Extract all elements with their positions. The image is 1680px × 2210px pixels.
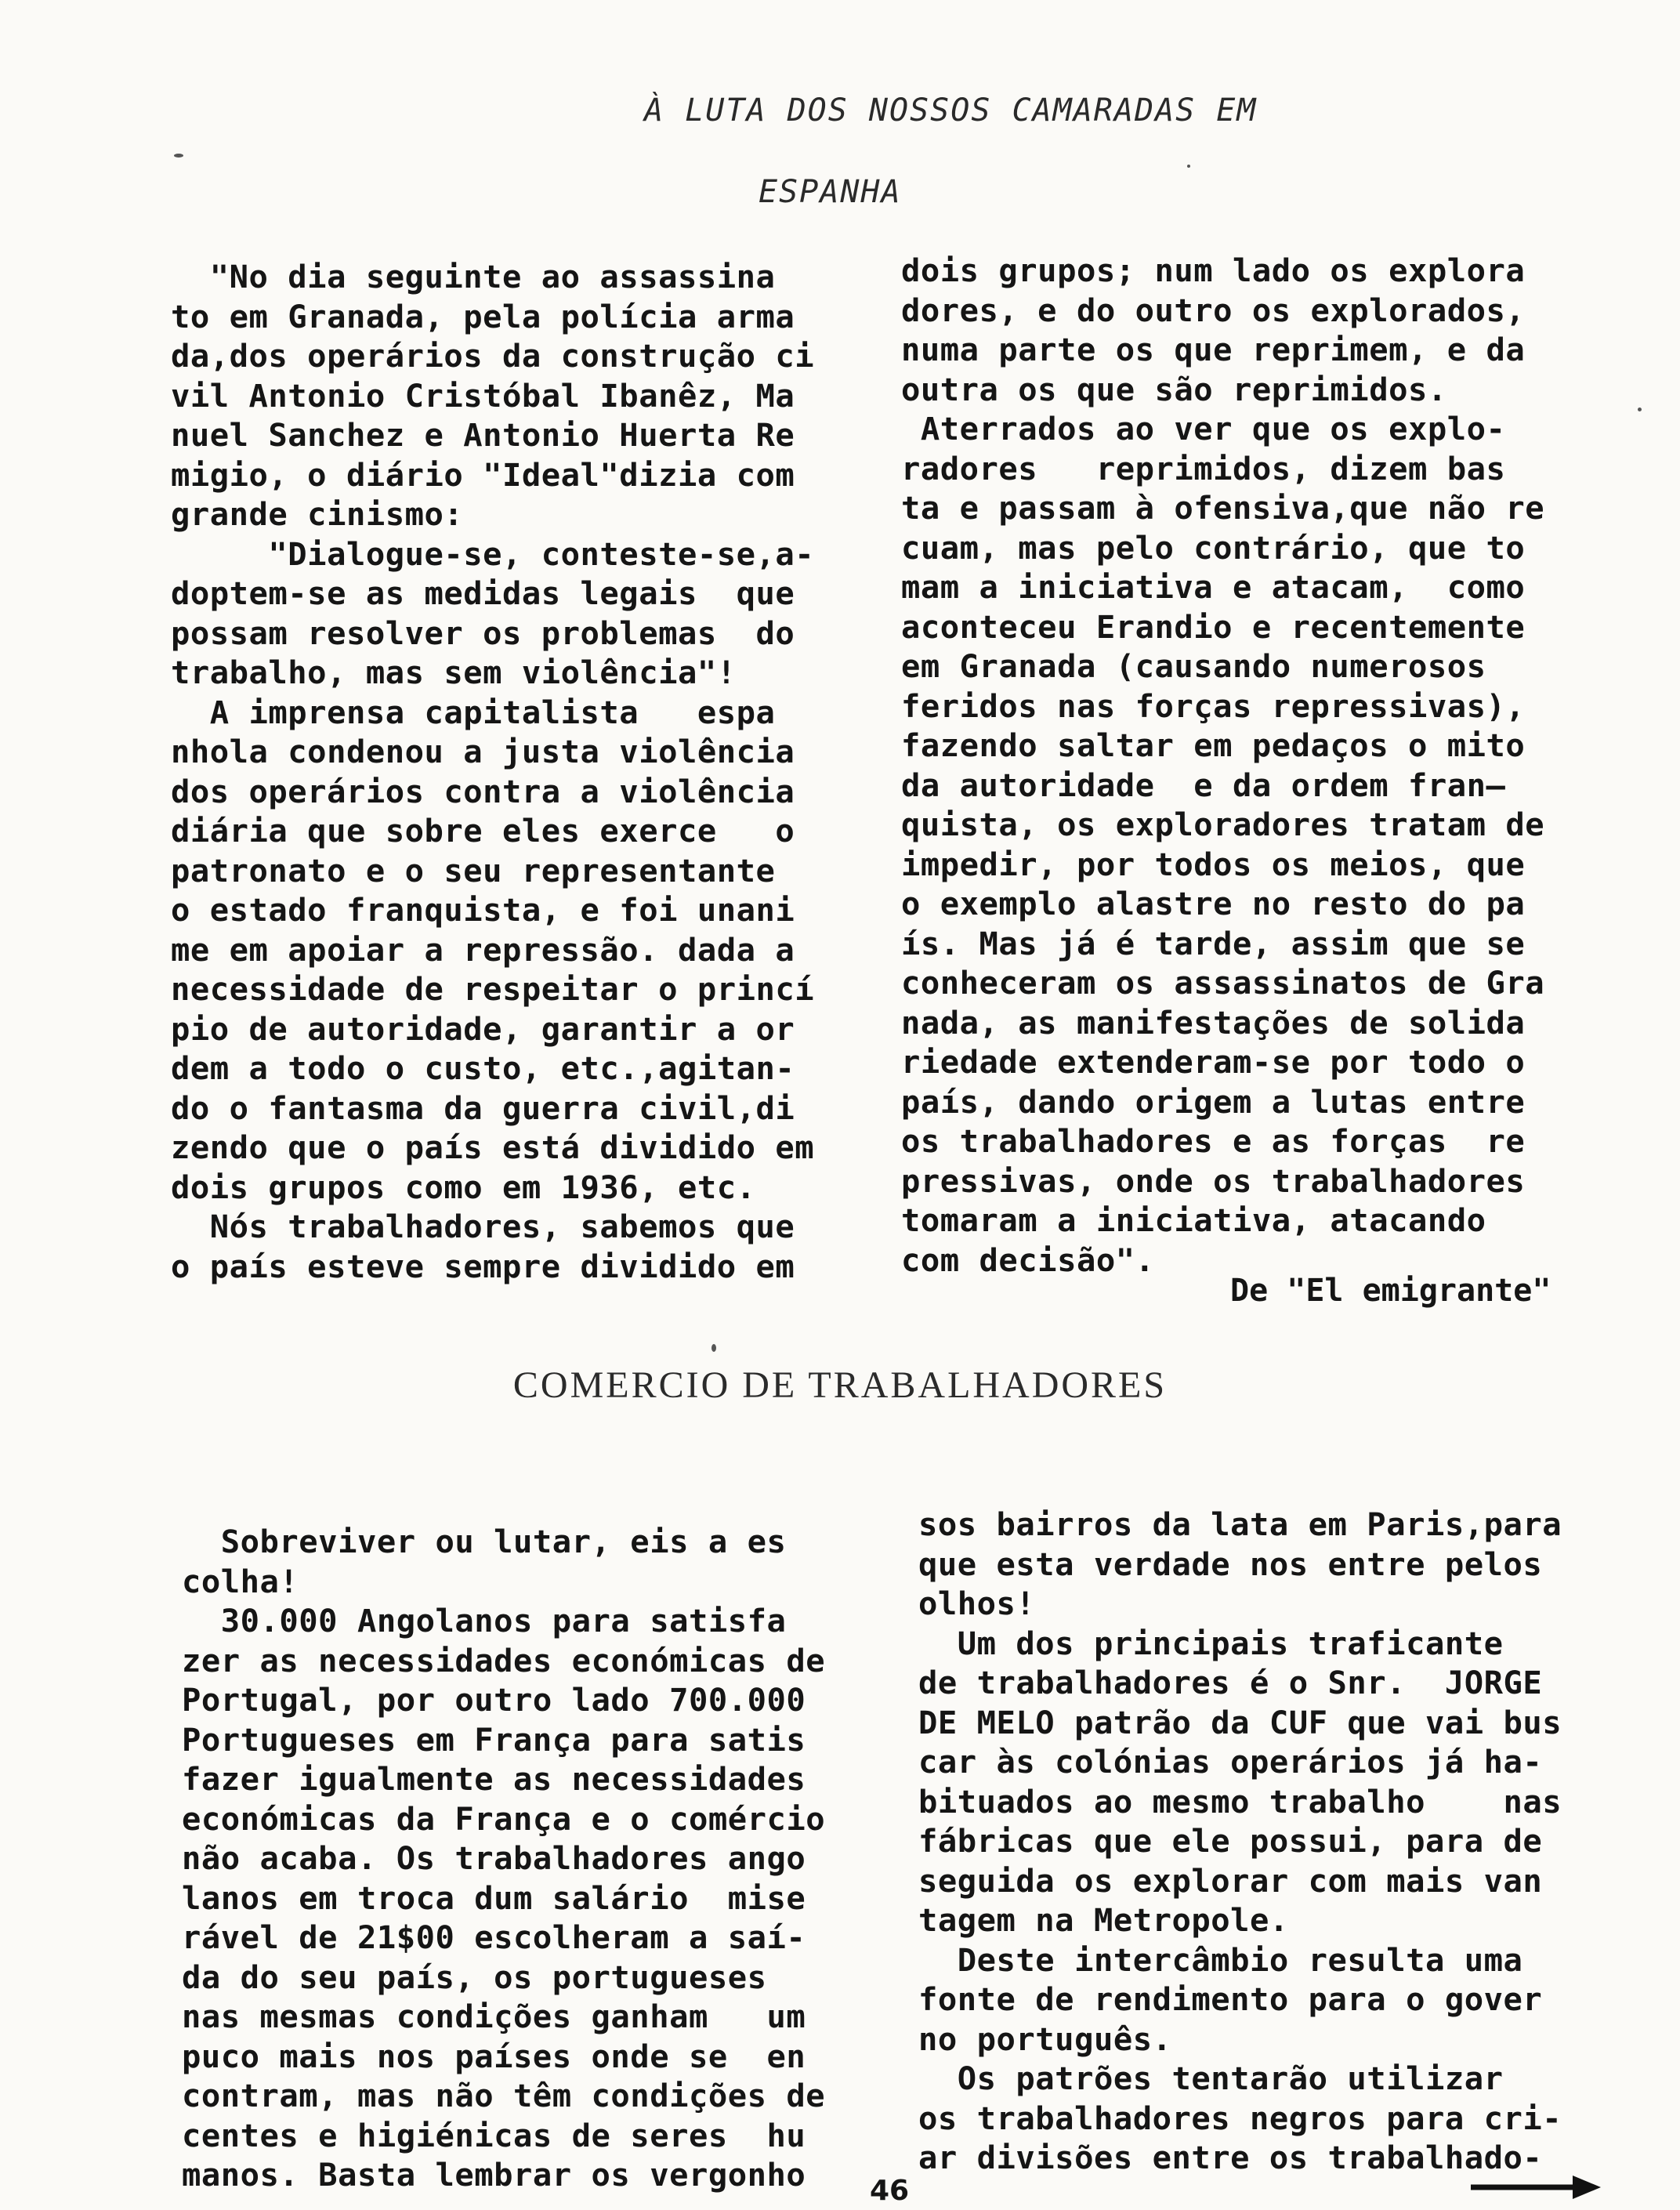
text-line: dos operários contra a violência: [171, 772, 795, 810]
scan-speck: [174, 154, 183, 158]
text-line: no português.: [918, 2020, 1172, 2058]
text-line: DE MELO patrão da CUF que vai bus: [918, 1703, 1562, 1741]
text-line: Um dos principais traficante: [918, 1624, 1504, 1662]
text-line: cuam, mas pelo contrário, que to: [901, 528, 1526, 567]
text-line: riedade extenderam-se por todo o: [901, 1043, 1526, 1081]
text-line: quista, os exploradores tratam de: [901, 806, 1545, 843]
article1-title-line2: ESPANHA: [759, 174, 902, 210]
text-line: o país esteve sempre dividido em: [171, 1247, 795, 1285]
text-line: conheceram os assassinatos de Gra: [901, 964, 1545, 1002]
page-number: 46: [870, 2175, 910, 2207]
article2-right-column: [918, 1505, 1562, 2178]
article1-source: De "El emigrante": [1230, 1273, 1551, 1309]
text-line: "No dia seguinte ao assassina: [171, 258, 776, 295]
text-line: grande cinismo:: [171, 495, 464, 533]
text-line: do o fantasma da guerra civil,di: [171, 1089, 795, 1127]
text-line: nas mesmas condições ganham um: [182, 1998, 806, 2035]
article2-left-column: [182, 1522, 825, 2195]
text-line: rável de 21$00 escolheram a saí-: [182, 1918, 806, 1956]
text-line: A imprensa capitalista espa: [171, 693, 776, 731]
text-line: aconteceu Erandio e recentemente: [901, 607, 1526, 646]
text-line: Aterrados ao ver que os explo-: [901, 410, 1506, 447]
text-line: numa parte os que reprimem, e da: [901, 331, 1526, 368]
text-line: o estado franquista, e foi unani: [171, 891, 795, 929]
text-line: nhola condenou a justa violência: [171, 733, 795, 770]
text-line: pio de autoridade, garantir a or: [171, 1009, 795, 1048]
article1-right-column: [901, 251, 1544, 1280]
text-line: ar divisões entre os trabalhado-: [918, 2139, 1543, 2176]
text-line: tomaram a iniciativa, atacando: [901, 1201, 1486, 1239]
text-line: Nós trabalhadores, sabemos que: [171, 1208, 795, 1245]
text-line: dem a todo o custo, etc.,agitan-: [171, 1049, 795, 1087]
text-line: zer as necessidades económicas de: [182, 1641, 826, 1679]
text-line: seguida os explorar com mais van: [918, 1861, 1543, 1900]
text-line: mam a iniciativa e atacam, como: [901, 568, 1526, 606]
text-line: fábricas que ele possui, para de: [918, 1822, 1543, 1860]
text-line: car às colónias operários já ha-: [918, 1743, 1543, 1781]
text-line: to em Granada, pela polícia arma: [171, 297, 795, 335]
text-line: dois grupos; num lado os explora: [901, 252, 1526, 289]
text-line: olhos!: [918, 1585, 1036, 1622]
article1-left-column: [171, 257, 814, 1286]
text-line: sos bairros da lata em Paris,para: [918, 1505, 1562, 1543]
text-line: lanos em troca dum salário mise: [182, 1878, 806, 1917]
text-line: zendo que o país está dividido em: [171, 1129, 815, 1166]
text-line: tagem na Metropole.: [918, 1901, 1289, 1939]
text-line: patronato e o seu representante: [171, 851, 776, 889]
text-line: Portugueses em França para satis: [182, 1720, 806, 1759]
text-line: dores, e do outro os explorados,: [901, 291, 1526, 329]
text-line: 30.000 Angolanos para satisfa: [182, 1602, 787, 1639]
text-line: económicas da França e o comércio: [182, 1799, 826, 1838]
article2-title: COMERCIO DE TRABALHADORES: [512, 1364, 1168, 1406]
text-line: colha!: [182, 1562, 299, 1600]
text-line: manos. Basta lembrar os vergonho: [182, 2156, 806, 2194]
text-line: feridos nas forças repressivas),: [901, 687, 1526, 725]
text-line: Sobreviver ou lutar, eis a es: [182, 1523, 787, 1560]
text-line: fazer igualmente as necessidades: [182, 1760, 806, 1798]
text-line: nuel Sanchez e Antonio Huerta Re: [171, 416, 795, 454]
text-line: centes e higiénicas de seres hu: [182, 2116, 806, 2154]
text-line: da do seu país, os portugueses: [182, 1958, 767, 1996]
text-line: nada, as manifestações de solida: [901, 1003, 1526, 1042]
article1-title-line1: À LUTA DOS NOSSOS CAMARADAS EM: [644, 92, 1258, 129]
text-line: fonte de rendimento para o gover: [918, 1980, 1543, 2018]
scan-speck: [1187, 165, 1190, 168]
text-line: vil Antonio Cristóbal Ibanêz, Ma: [171, 376, 795, 415]
text-line: pressivas, onde os trabalhadores: [901, 1161, 1526, 1200]
text-line: bituados ao mesmo trabalho nas: [918, 1782, 1562, 1821]
text-line: Portugal, por outro lado 700.000: [182, 1681, 806, 1719]
scan-speck: [711, 1344, 716, 1352]
text-line: necessidade de respeitar o princí: [171, 970, 815, 1008]
text-line: dois grupos como em 1936, etc.: [171, 1168, 756, 1206]
text-line: em Granada (causando numerosos: [901, 647, 1486, 685]
text-line: fazendo saltar em pedaços o mito: [901, 726, 1526, 764]
text-line: país, dando origem a lutas entre: [901, 1082, 1526, 1121]
text-line: Os patrões tentarão utilizar: [918, 2060, 1504, 2097]
text-line: trabalho, mas sem violência"!: [171, 654, 737, 691]
text-line: "Dialogue-se, conteste-se,a-: [171, 534, 815, 573]
text-line: impedir, por todos os meios, que: [901, 845, 1526, 883]
arrow-right-icon: [1469, 2174, 1602, 2201]
text-line: os trabalhadores negros para cri-: [918, 2099, 1562, 2137]
text-line: ta e passam à ofensiva,que não re: [901, 489, 1545, 527]
text-line: possam resolver os problemas do: [171, 614, 795, 652]
text-line: Deste intercâmbio resulta uma: [918, 1940, 1523, 1979]
text-line: que esta verdade nos entre pelos: [918, 1545, 1543, 1583]
text-line: da,dos operários da construção ci: [171, 337, 815, 375]
text-line: outra os que são reprimidos.: [901, 370, 1447, 408]
text-line: puco mais nos países onde se en: [182, 2037, 806, 2075]
text-line: radores reprimidos, dizem bas: [901, 449, 1506, 487]
text-line: os trabalhadores e as forças re: [901, 1122, 1526, 1160]
text-line: doptem-se as medidas legais que: [171, 574, 795, 612]
text-line: não acaba. Os trabalhadores ango: [182, 1839, 806, 1877]
text-line: o exemplo alastre no resto do pa: [901, 885, 1526, 922]
text-line: ís. Mas já é tarde, assim que se: [901, 924, 1526, 962]
text-line: diária que sobre eles exerce o: [171, 812, 795, 850]
text-line: migio, o diário "Ideal"dizia com: [171, 455, 795, 494]
text-line: da autoridade e da ordem fran—: [901, 766, 1506, 804]
text-line: contram, mas não têm condições de: [182, 2077, 826, 2114]
text-line: de trabalhadores é o Snr. JORGE: [918, 1664, 1543, 1701]
text-line: me em apoiar a repressão. dada a: [171, 930, 795, 969]
text-line: com decisão".: [901, 1241, 1155, 1279]
scan-speck: [1638, 408, 1642, 411]
